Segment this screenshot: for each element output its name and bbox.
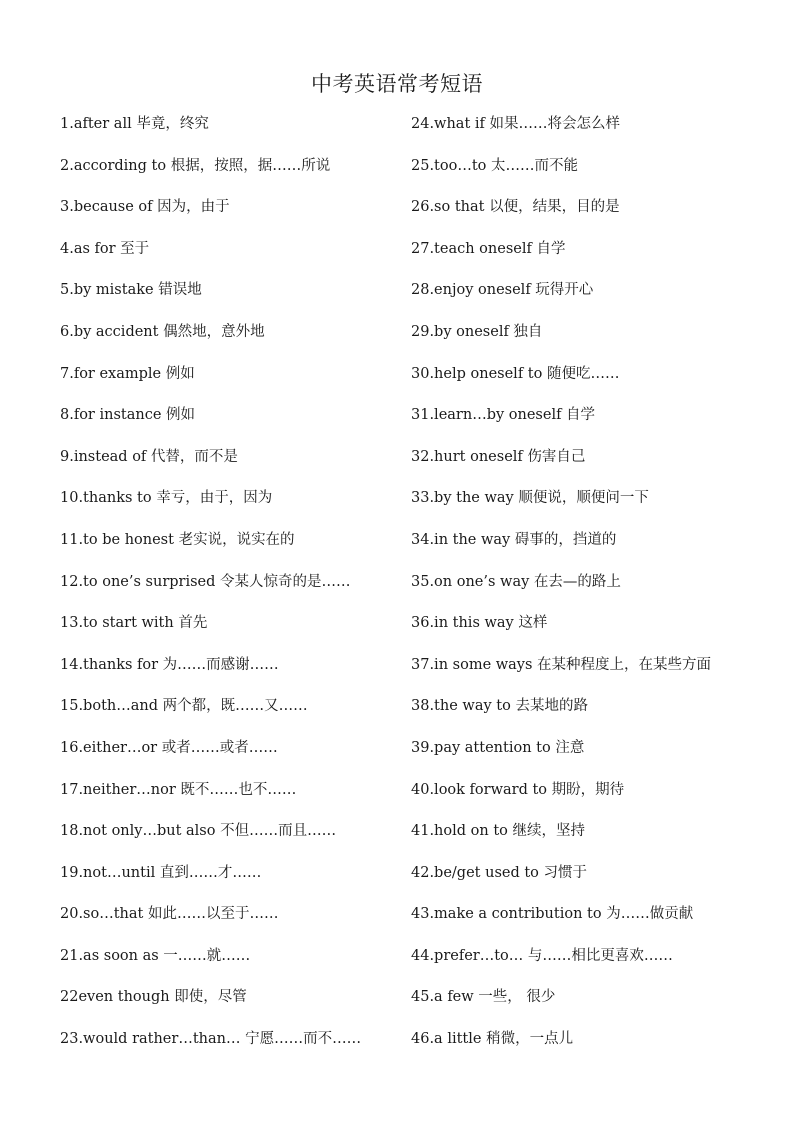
phrase-item: 31.learn…by oneself 自学 bbox=[411, 407, 596, 424]
phrase-item: 23.would rather…than… 宁愿……而不…… bbox=[60, 1031, 362, 1048]
phrase-item: 35.on one’s way 在去—的路上 bbox=[411, 573, 621, 590]
phrase-item: 25.too…to 太……而不能 bbox=[411, 157, 579, 174]
phrase-item: 45.a few 一些， 很少 bbox=[411, 989, 556, 1006]
phrase-item: 15.both…and 两个都，既……又…… bbox=[60, 698, 308, 715]
phrase-item: 33.by the way 顺便说，顺便问一下 bbox=[411, 490, 649, 507]
phrase-item: 18.not only…but also 不但……而且…… bbox=[60, 823, 337, 840]
phrase-item: 1.after all 毕竟，终究 bbox=[60, 116, 209, 132]
phrase-item: 8.for instance 例如 bbox=[60, 407, 196, 424]
phrase-item: 28.enjoy oneself 玩得开心 bbox=[411, 282, 594, 299]
phrase-item: 30.help oneself to 随便吃…… bbox=[411, 365, 620, 382]
phrase-item: 46.a little 稍微，一点儿 bbox=[411, 1031, 574, 1048]
phrase-item: 11.to be honest 老实说，说实在的 bbox=[60, 531, 295, 548]
phrase-item: 29.by oneself 独自 bbox=[411, 323, 543, 340]
phrase-item: 38.the way to 去某地的路 bbox=[411, 698, 588, 715]
phrase-item: 34.in the way 碍事的，挡道的 bbox=[411, 531, 617, 548]
phrase-item: 21.as soon as 一……就…… bbox=[60, 947, 251, 964]
phrase-item: 42.be/get used to 习惯于 bbox=[411, 864, 588, 881]
phrase-item: 37.in some ways 在某种程度上，在某些方面 bbox=[411, 656, 712, 673]
phrase-item: 20.so…that 如此……以至于…… bbox=[60, 906, 279, 923]
phrase-item: 16.either…or 或者……或者…… bbox=[60, 739, 278, 756]
phrase-item: 3.because of 因为，由于 bbox=[60, 199, 230, 216]
phrase-item: 10.thanks to 幸亏，由于，因为 bbox=[60, 490, 273, 507]
phrase-item: 43.make a contribution to 为……做贡献 bbox=[411, 906, 694, 923]
phrase-item: 7.for example 例如 bbox=[60, 365, 195, 382]
phrase-item: 19.not…until 直到……才…… bbox=[60, 864, 262, 881]
phrase-item: 9.instead of 代替，而不是 bbox=[60, 448, 238, 465]
phrase-list-left bbox=[60, 113, 400, 1070]
phrase-item: 4.as for 至于 bbox=[60, 240, 150, 257]
phrase-item: 12.to one’s surprised 令某人惊奇的是…… bbox=[60, 573, 351, 590]
phrase-item: 40.look forward to 期盼，期待 bbox=[411, 781, 625, 798]
phrase-item: 2.according to 根据，按照，据……所说 bbox=[60, 157, 331, 174]
phrase-item: 27.teach oneself 自学 bbox=[411, 240, 566, 257]
phrase-item: 26.so that 以便，结果，目的是 bbox=[411, 199, 620, 216]
phrase-item: 41.hold on to 继续，坚持 bbox=[411, 823, 585, 840]
phrase-list-right bbox=[411, 113, 781, 1070]
phrase-item: 5.by mistake 错误地 bbox=[60, 282, 202, 299]
phrase-item: 6.by accident 偶然地，意外地 bbox=[60, 323, 265, 340]
phrase-item: 32.hurt oneself 伤害自己 bbox=[411, 448, 586, 465]
phrase-item: 24.what if 如果……将会怎么样 bbox=[411, 116, 621, 132]
phrase-item: 44.prefer…to… 与……相比更喜欢…… bbox=[411, 947, 673, 964]
phrase-item: 13.to start with 首先 bbox=[60, 615, 208, 632]
phrase-item: 17.neither…nor 既不……也不…… bbox=[60, 781, 297, 798]
phrase-item: 39.pay attention to 注意 bbox=[411, 739, 585, 756]
phrase-item: 14.thanks for 为……而感谢…… bbox=[60, 656, 279, 673]
page-title: 中考英语常考短语 bbox=[311, 72, 483, 96]
phrase-item: 22even though 即使，尽管 bbox=[60, 989, 247, 1006]
phrase-item: 36.in this way 这样 bbox=[411, 615, 548, 632]
